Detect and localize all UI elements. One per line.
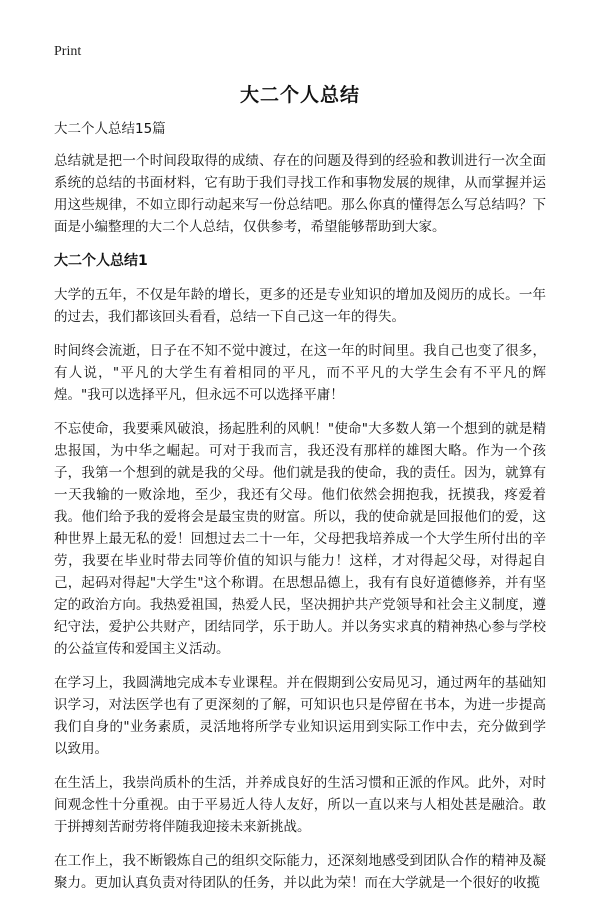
intro-paragraph: 总结就是把一个时间段取得的成绩、存在的问题及得到的经验和教训进行一次全面系统的总结的书面材料，它有助于我们寻找工作和事物发展的规律，从而掌握并运用这些规律，不如立即行动起来写一份总结吧。那么你真的懂得怎么写总结吗？下面是小编整理的大二个人总结，仅供参考，希望能够帮助到大家。 [54, 153, 546, 235]
page-title: 大二个人总结 [239, 84, 360, 106]
paragraph: 时间终会流逝，日子在不知不觉中渡过，在这一年的时间里。我自己也变了很多，有人说，"平凡的大学生有着相同的平凡，而不平凡的大学生会有不平凡的辉煌。"我可以选择平凡，但永远不可以选择平庸！ [54, 343, 546, 403]
paragraph: 不忘使命，我要乘风破浪，扬起胜利的风帆！"使命"大多数人第一个想到的就是精忠报国，为中华之崛起。可对于我而言，我还没有那样的雄图大略。作为一个孩子，我第一个想到的就是我的父母。他们就是我的使命，我的责任。因为，就算有一天我输的一败涂地，至少，我还有父母。他们依然会拥抱我，抚摸我，疼爱着我。他们给予我的爱将会是最宝贵的财富。所以，我的使命就是回报他们的爱，这种世界上最无私的爱！回想过去二十一年，父母把我培养成一个大学生所付出的辛劳，我要在毕业时带去同等价值的知识与能力！这样，才对得起父母，对得起自己，起码对得起"大学生"这个称谓。在思想品德上，我有有良好道德修养，并有坚定的政治方向。我热爱祖国，热爱人民，坚决拥护共产党领导和社会主义制度，遵纪守法，爱护公共财产，团结同学，乐于助人。并以务实求真的精神热心参与学校的公益宣传和爱国主义活动。 [54, 421, 546, 657]
article-body [54, 118, 546, 906]
section-heading: 大二个人总结1 [54, 253, 148, 269]
paragraph: 大学的五年，不仅是年龄的增长，更多的还是专业知识的增加及阅历的成长。一年的过去，我们都该回头看看，总结一下自己这一年的得失。 [54, 287, 546, 325]
paragraph: 在生活上，我崇尚质朴的生活，并养成良好的生活习惯和正派的作风。此外，对时间观念性十分重视。由于平易近人待人友好，所以一直以来与人相处甚是融洽。敢于拼搏刻苦耐劳将伴随我迎接未来新挑战。 [54, 775, 546, 835]
paragraph: 在工作上，我不断锻炼自己的组织交际能力，还深刻地感受到团队合作的精神及凝聚力。更加认真负责对待团队的任务，并以此为荣！而在大学就是一个很好的收揽 [54, 853, 546, 891]
paragraph: 在学习上，我圆满地完成本专业课程。并在假期到公安局见习，通过两年的基础知识学习，对法医学也有了更深刻的了解，可知识也只是停留在书本，为进一步提高我们自身的"业务素质，灵活地将所学专业知识运用到实际工作中去，充分做到学以致用。 [54, 675, 546, 757]
article-subtitle: 大二个人总结15篇 [54, 121, 166, 137]
print-link[interactable]: Print [54, 44, 82, 59]
